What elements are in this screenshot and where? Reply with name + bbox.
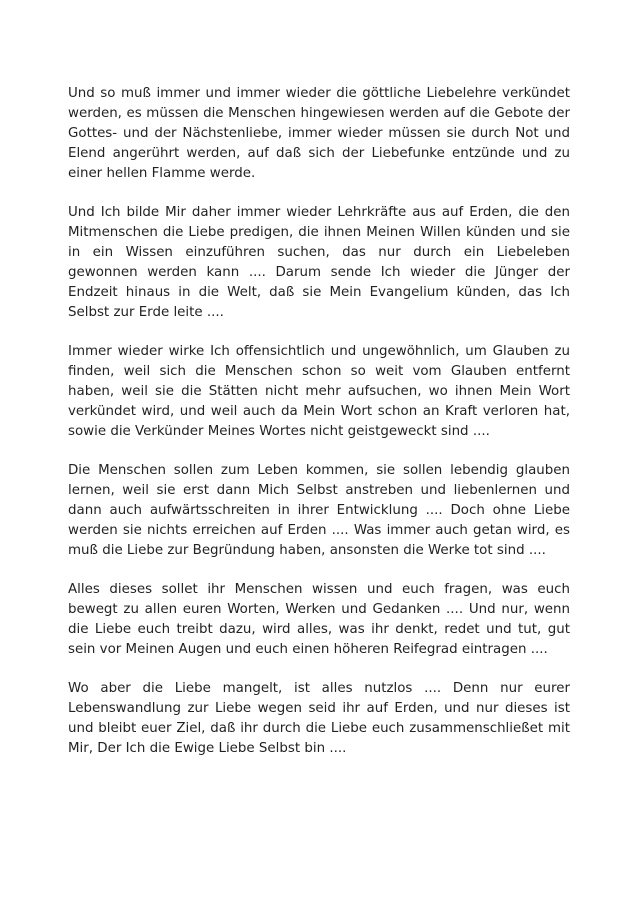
- document-page: [68, 84, 570, 778]
- paragraph-1: Und so muß immer und immer wieder die göttliche Liebelehre verkündet werden, es müssen die Menschen hingewiesen werden auf die Gebote der Gottes- und der Nächstenliebe, immer wieder müssen sie durch Not und Elend angerührt werden, auf daß sich der Liebefunke entzünde und zu einer hellen Flamme werde.: [68, 86, 570, 181]
- paragraph-3: Immer wieder wirke Ich offensichtlich und ungewöhnlich, um Glauben zu finden, weil sich die Menschen schon so weit vom Glauben entfernt haben, weil sie die Stätten nicht mehr aufsuchen, wo ihnen Mein Wort verkündet wird, und weil auch da Mein Wort schon an Kraft verloren hat, sowie die Verkünder Meines Wortes nicht geistgeweckt sind ....: [68, 344, 570, 439]
- paragraph-6: Wo aber die Liebe mangelt, ist alles nutzlos .... Denn nur eurer Lebenswandlung zur Liebe wegen seid ihr auf Erden, und nur dieses ist und bleibt euer Ziel, daß ihr durch die Liebe euch zusammenschließet mit Mir, Der Ich die Ewige Liebe Selbst bin ....: [68, 681, 570, 756]
- paragraph-4: Die Menschen sollen zum Leben kommen, sie sollen lebendig glauben lernen, weil sie erst dann Mich Selbst anstreben und liebenlernen und dann auch aufwärtsschreiten in ihrer Entwicklung .... Doch ohne Liebe werden sie nichts erreichen auf Erden .... Was immer auch getan wird, es muß die Liebe zur Begründung haben, ansonsten die Werke tot sind ....: [68, 463, 570, 558]
- paragraph-5: Alles dieses sollet ihr Menschen wissen und euch fragen, was euch bewegt zu allen euren Worten, Werken und Gedanken .... Und nur, wenn die Liebe euch treibt dazu, wird alles, was ihr denkt, redet und tut, gut sein vor Meinen Augen und euch einen höheren Reifegrad eintragen ....: [68, 582, 570, 657]
- paragraph-2: Und Ich bilde Mir daher immer wieder Lehrkräfte aus auf Erden, die den Mitmenschen die Liebe predigen, die ihnen Meinen Willen künden und sie in ein Wissen einzuführen suchen, das nur durch ein Liebeleben gewonnen werden kann .... Darum sende Ich wieder die Jünger der Endzeit hinaus in die Welt, daß sie Mein Evangelium künden, das Ich Selbst zur Erde leite ....: [68, 205, 570, 320]
